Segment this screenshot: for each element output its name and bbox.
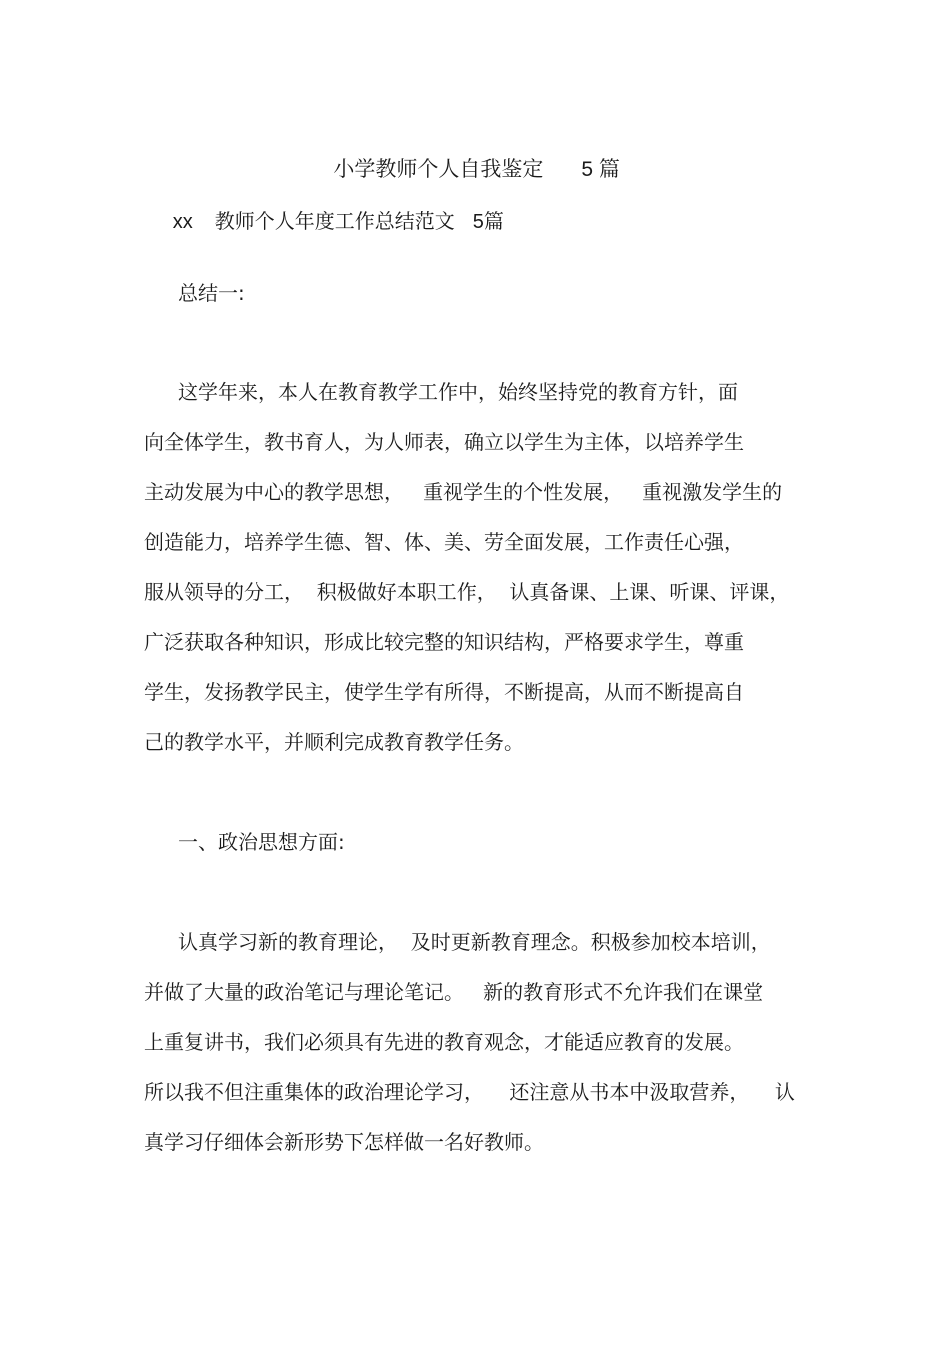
paragraph-line: 向全体学生，教书育人，为人师表，确立以学生为主体，以培养学生: [144, 430, 744, 454]
paragraph-line: 服从领导的分工， 积极做好本职工作， 认真备课、上课、听课、评课，: [144, 580, 790, 604]
document-title: [320, 127, 620, 184]
paragraph-line: 认真学习新的教育理论， 及时更新教育理念。积极参加校本培训，: [178, 930, 771, 954]
document-subtitle: [160, 179, 504, 236]
paragraph-line: 这学年来，本人在教育教学工作中，始终坚持党的教育方针，面: [178, 380, 738, 404]
subtitle-count: 5篇: [472, 211, 504, 233]
paragraph-line: 己的教学水平，并顺利完成教育教学任务。: [144, 730, 524, 754]
paragraph-line: 广泛获取各种知识，形成比较完整的知识结构，严格要求学生，尊重: [144, 630, 744, 654]
paragraph-line: 所以我不但注重集体的政治理论学习， 还注意从书本中汲取营养， 认: [144, 1080, 795, 1104]
subtitle-prefix: xx: [172, 211, 193, 233]
paragraph-line: 创造能力，培养学生德、智、体、美、劳全面发展，工作责任心强，: [144, 530, 744, 554]
title-text: 小学教师个人自我鉴定: [333, 157, 544, 181]
paragraph-line: 学生，发扬教学民主，使学生学有所得，不断提高，从而不断提高自: [144, 680, 744, 704]
paragraph-line: 上重复讲书，我们必须具有先进的教育观念，才能适应教育的发展。: [144, 1030, 744, 1054]
subtitle-text: 教师个人年度工作总结范文: [214, 209, 455, 233]
section-heading: 一、政治思想方面:: [178, 830, 345, 854]
paragraph-line: 并做了大量的政治笔记与理论笔记。 新的教育形式不允许我们在课堂: [144, 980, 764, 1004]
paragraph-line: 主动发展为中心的教学思想， 重视学生的个性发展， 重视激发学生的: [144, 480, 783, 504]
title-count: 5 篇: [581, 158, 620, 181]
section-label: 总结一:: [178, 281, 245, 305]
paragraph-line: 真学习仔细体会新形势下怎样做一名好教师。: [144, 1130, 544, 1154]
